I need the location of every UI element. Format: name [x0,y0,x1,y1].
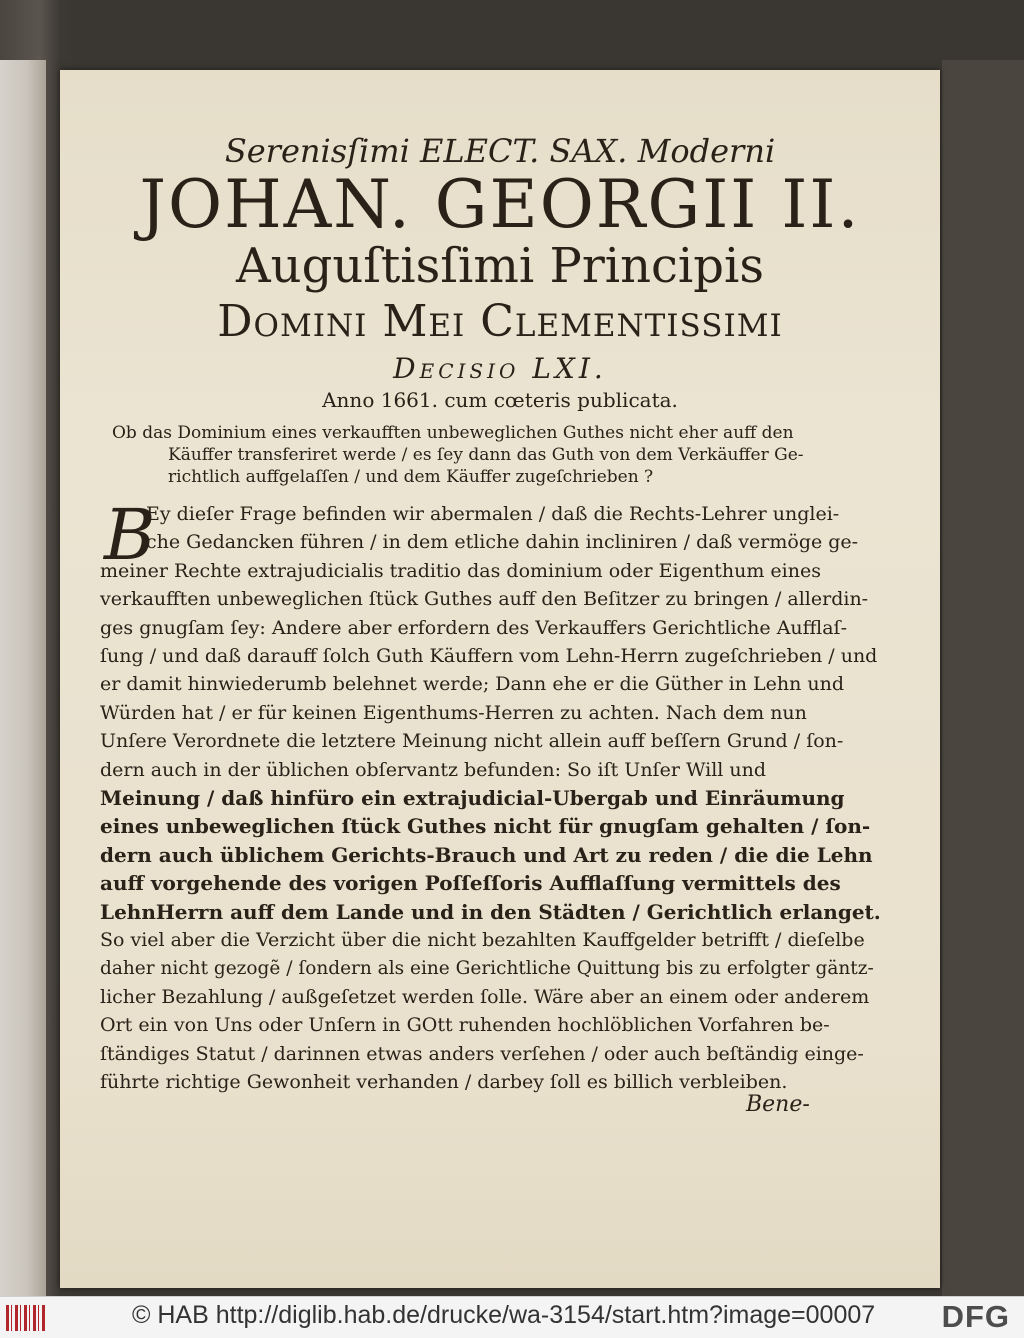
body-line: ſung / und daß darauff ſolch Guth Käuffern vom Lehn-Herrn zugeſchrieben / und [100,645,878,668]
dedication: Domini Mei Clementissimi [217,296,783,347]
document-page [60,70,940,1288]
body-line: Ey dieſer Frage befinden wir abermalen / daß die Rechts-Lehrer unglei- [146,503,840,525]
summary-line: richtlich auffgelaſſen / und dem Käuffer zugeſchrieben ? [168,467,654,487]
body-line: dern auch üblichem Gerichts-Brauch und Art zu reden / die die Lehn [100,842,873,867]
body-line: verkaufften unbeweglichen ſtück Guthes auff den Beſitzer zu bringen / allerdin- [100,588,869,611]
body-line: Ort ein von Uns oder Unſern in GOtt ruhenden hochlöblichen Vorfahren be- [100,1014,830,1037]
summary-block [112,422,842,488]
year-line: Anno 1661. cum cœteris publicata. [322,388,678,412]
decision-number: Decisio LXI. [393,352,607,385]
body-text [100,494,882,1097]
body-line: LehnHerrn auff dem Lande und in den Städten / Gerichtlich erlanget. [100,899,881,924]
body-line: daher nicht gezogẽ / ſondern als eine Gerichtliche Quittung bis zu erfolgter gäntz- [100,957,874,979]
body-line: er damit hinwiederumb belehnet werde; Dann ehe er die Güther in Lehn und [100,673,845,696]
body-line: ges gnugſam ſey: Andere aber erfordern des Verkauffers Gerichtliche Aufflaſ- [100,616,848,639]
drop-cap: B [104,494,156,576]
dfg-logo: DFG [941,1299,1010,1334]
summary-line: Käuffer transferiret werde / es ſey dann das Guth von dem Verkäuffer Ge- [168,445,804,465]
body-line: Würden hat / er für keinen Eigenthums-Herren zu achten. Nach dem nun [100,701,807,724]
body-line: meiner Rechte extrajudicialis traditio das dominium oder Eigenthum eines [100,559,821,582]
body-line: führte richtige Gewonheit verhanden / darbey ſoll es billich verbleiben. [100,1071,788,1094]
page-title: JOHAN. GEORGII II. [139,166,861,243]
footer-bar [0,1296,1024,1338]
body-line: ſtändiges Statut / darinnen etwas anders verſehen / oder auch beſtändig einge- [100,1042,864,1065]
body-line: Unſere Verordnete die letztere Meinung nicht allein auff beſſern Grund / ſon- [100,730,844,753]
subtitle: Auguſtisſimi Principis [236,238,764,294]
barcode-icon [6,1305,46,1331]
body-line: Meinung / daß hinfüro ein extrajudicial-Ubergab und Einräumung [100,786,845,811]
previous-page-edge [0,60,46,1296]
body-line: So viel aber die Verzicht über die nicht bezahlten Kauffgelder betrifft / dieſelbe [100,929,865,952]
body-line: dern auch in der üblichen obſervantz befunden: So iſt Unſer Will und [100,758,767,781]
right-margin-strip [942,60,1024,1296]
summary-line: Ob das Dominium eines verkaufften unbeweglichen Guthes nicht eher auff den [112,423,794,443]
body-line: licher Bezahlung / außgeſetzet werden ſolle. Wäre aber an einem oder anderem [100,985,870,1008]
body-line: che Gedancken führen / in dem etliche dahin incliniren / daß vermöge ge- [146,531,859,554]
copyright-link[interactable]: © HAB http://diglib.hab.de/drucke/wa-3154/start.htm?image=00007 [132,1301,876,1329]
running-head: Serenisſimi ELECT. SAX. Moderni [224,132,776,170]
body-line: auff vorgehende des vorigen Poſſeſſoris Aufflaſſung vermittels des [100,871,841,896]
catchword: Bene- [746,1092,810,1117]
body-line: eines unbeweglichen ſtück Guthes nicht für gnugſam gehalten / ſon- [100,814,871,839]
